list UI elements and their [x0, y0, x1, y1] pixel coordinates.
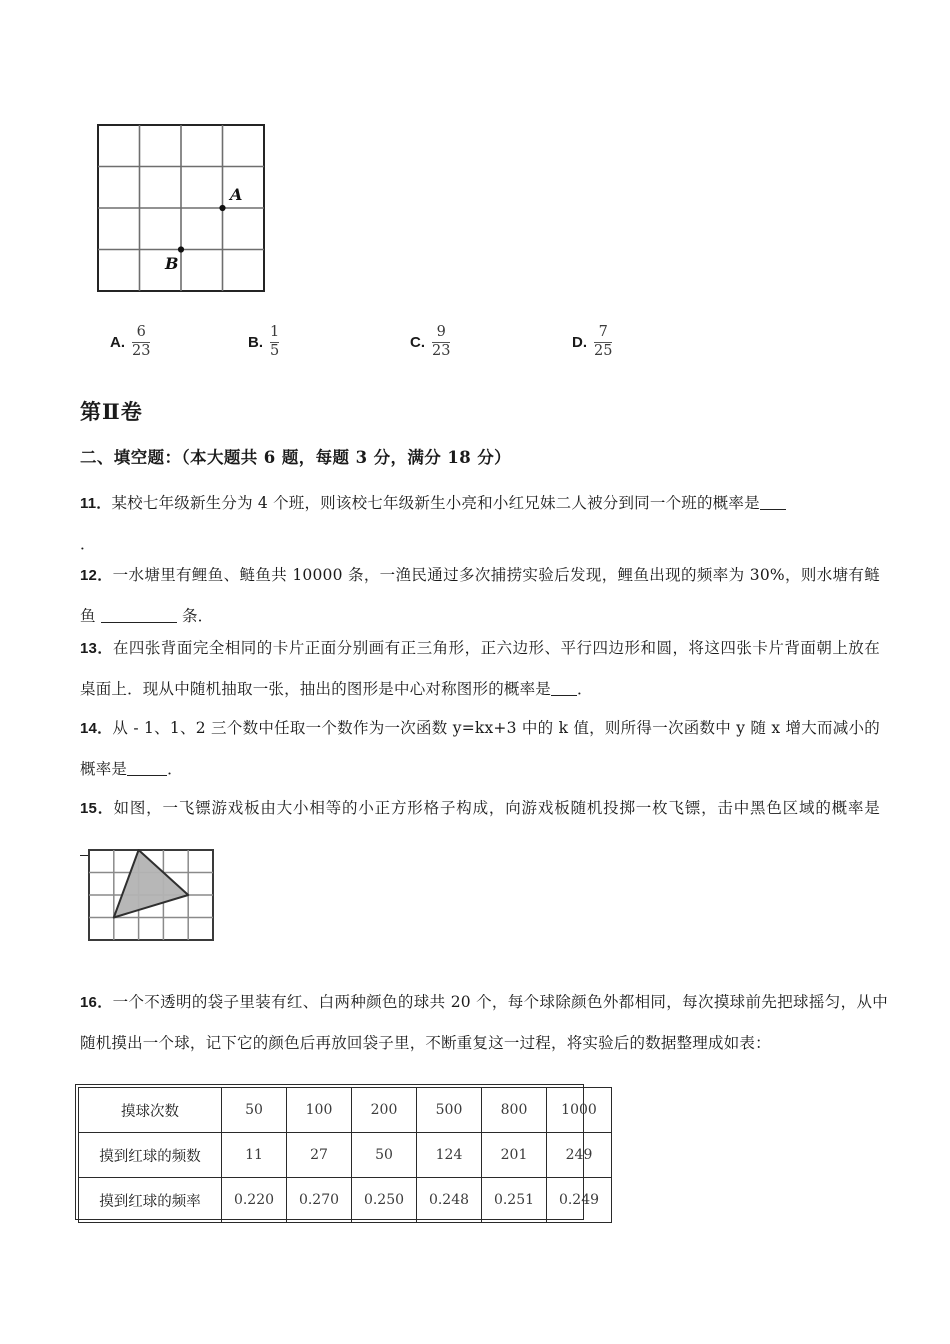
question-13-text: 在四张背面完全相同的卡片正面分别画有正三角形，正六边形、平行四边形和圆，将这四张卡片背面朝上放在桌面上．现从中随机抽取一张，抽出的图形是中心对称图形的概率是 [80, 639, 880, 698]
question-13-period: ． [577, 680, 593, 698]
cell-rate-5: 0.251 [482, 1178, 547, 1223]
choice-d-numerator: 7 [598, 324, 608, 340]
choice-c[interactable] [410, 325, 450, 359]
choice-d-label: D. [572, 333, 587, 351]
choice-b-numerator: 1 [270, 324, 280, 340]
question-14-number: 14． [80, 720, 113, 737]
question-12 [80, 555, 880, 636]
question-16-number: 16． [80, 994, 113, 1011]
cell-rate-2: 0.270 [287, 1178, 352, 1223]
table-row [79, 1178, 612, 1223]
choice-c-denominator: 23 [432, 343, 451, 360]
question-16 [80, 982, 888, 1063]
question-11-number: 11． [80, 495, 112, 512]
row-header-frequency-rate: 摸到红球的频率 [79, 1178, 222, 1223]
question-12-text: 一水塘里有鲤鱼、鲢鱼共 10000 条，一渔民通过多次捕捞实验后发现，鲤鱼出现的频率为 30%，则水塘有鲢鱼 [80, 566, 880, 625]
figure-grid-points-ab [97, 124, 265, 292]
question-11 [80, 483, 880, 564]
section-heading: 二、填空题：（本大题共 6 题，每题 3 分，满分 18 分） [80, 448, 512, 467]
question-14-period: ． [167, 760, 183, 778]
row-header-frequency-count: 摸到红球的频数 [79, 1133, 222, 1178]
choice-b[interactable] [248, 325, 279, 359]
question-14 [80, 708, 880, 789]
figure-dartboard [88, 849, 214, 941]
question-13-blank[interactable] [551, 695, 577, 696]
choice-d[interactable] [572, 325, 612, 359]
choice-a-numerator: 6 [136, 324, 146, 340]
choice-a-denominator: 23 [132, 343, 151, 360]
cell-count-5: 201 [482, 1133, 547, 1178]
cell-rate-4: 0.248 [417, 1178, 482, 1223]
cell-rate-6: 0.249 [547, 1178, 612, 1223]
cell-rate-1: 0.220 [222, 1178, 287, 1223]
experiment-data-table [78, 1087, 612, 1223]
choice-c-label: C. [410, 333, 425, 351]
question-14-blank[interactable] [127, 775, 167, 776]
choice-b-label: B. [248, 333, 263, 351]
question-11-blank[interactable] [760, 509, 786, 510]
row-header-draws: 摸球次数 [79, 1088, 222, 1133]
choice-b-denominator: 5 [270, 343, 280, 360]
choice-d-fraction [594, 325, 612, 359]
question-14-text: 从 - 1、1、2 三个数中任取一个数作为一次函数 y=kx+3 中的 k 值，则所得一次函数中 y 随 x 增大而减小的概率是 [80, 719, 880, 778]
table-row [79, 1133, 612, 1178]
choice-row [110, 325, 730, 371]
cell-draws-6: 1000 [547, 1088, 612, 1133]
question-11-period: ． [80, 535, 96, 553]
svg-text:B: B [165, 254, 179, 273]
cell-draws-3: 200 [352, 1088, 417, 1133]
cell-count-4: 124 [417, 1133, 482, 1178]
cell-count-6: 249 [547, 1133, 612, 1178]
table-row [79, 1088, 612, 1133]
svg-text:A: A [230, 185, 243, 204]
volume-heading: 第Ⅱ卷 [80, 399, 143, 424]
question-12-blank[interactable] [101, 622, 177, 623]
question-12-unit: 条． [181, 607, 214, 625]
choice-c-numerator: 9 [436, 324, 446, 340]
cell-count-3: 50 [352, 1133, 417, 1178]
cell-draws-1: 50 [222, 1088, 287, 1133]
cell-draws-2: 100 [287, 1088, 352, 1133]
question-16-text: 一个不透明的袋子里装有红、白两种颜色的球共 20 个，每个球除颜色外都相同，每次摸球前先把球摇匀，从中随机摸出一个球，记下它的颜色后再放回袋子里，不断重复这一过程，将实验后的数据整理成如表： [80, 993, 888, 1052]
cell-count-2: 27 [287, 1133, 352, 1178]
question-13 [80, 628, 880, 709]
choice-c-fraction [432, 325, 450, 359]
cell-draws-5: 800 [482, 1088, 547, 1133]
question-12-number: 12． [80, 567, 113, 584]
question-13-number: 13． [80, 640, 113, 657]
question-15-number: 15． [80, 800, 114, 817]
question-15-text: 如图，一飞镖游戏板由大小相等的小正方形格子构成，向游戏板随机投掷一枚飞镖，击中黑色区域的概率是 [113, 799, 880, 817]
choice-d-denominator: 25 [594, 343, 613, 360]
choice-a-fraction [132, 325, 150, 359]
choice-a[interactable] [110, 325, 150, 359]
choice-b-fraction [270, 325, 279, 359]
choice-a-label: A. [110, 333, 125, 351]
cell-count-1: 11 [222, 1133, 287, 1178]
question-11-text: 某校七年级新生分为 4 个班，则该校七年级新生小亮和小红兄妹二人被分到同一个班的概率是 [111, 494, 760, 512]
cell-rate-3: 0.250 [352, 1178, 417, 1223]
cell-draws-4: 500 [417, 1088, 482, 1133]
